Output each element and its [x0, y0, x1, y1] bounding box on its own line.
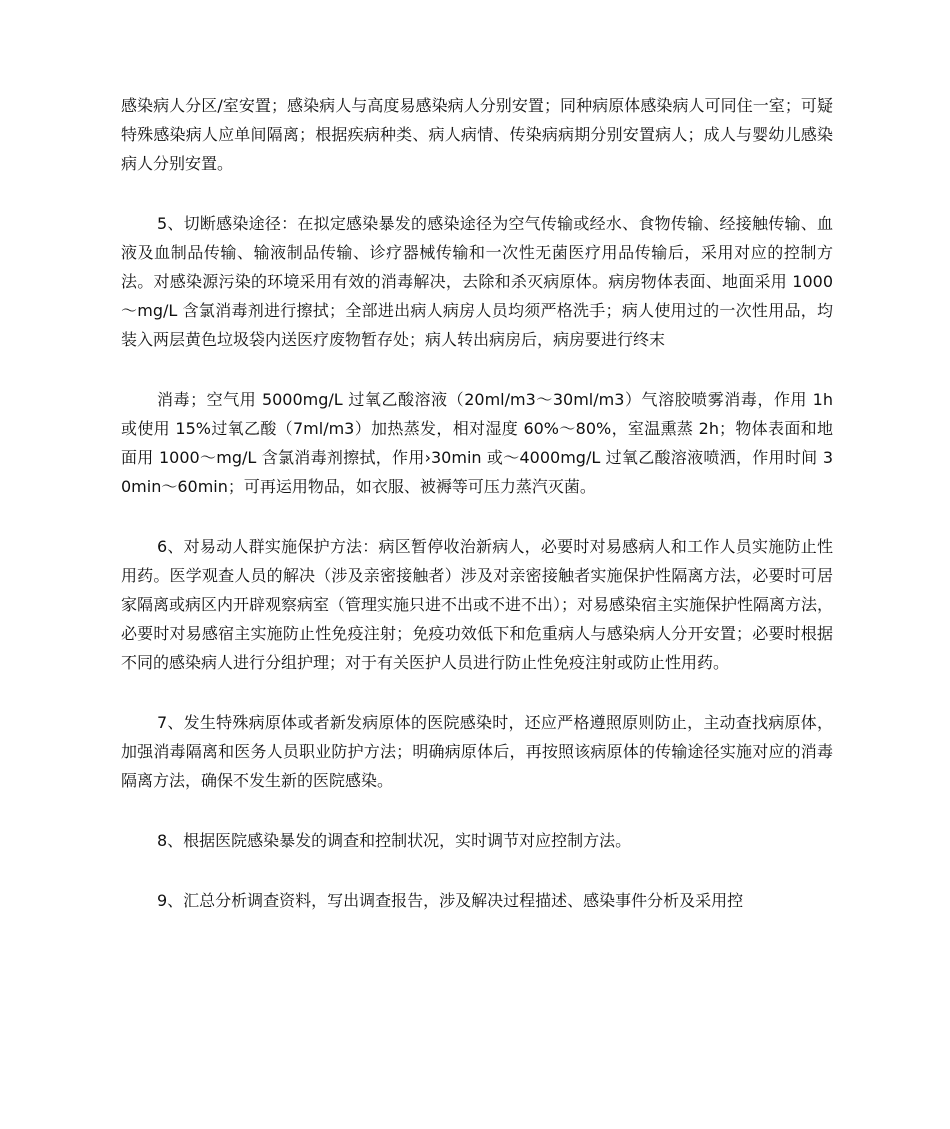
paragraph-item-7-special-pathogen: 7、发生特殊病原体或者新发病原体的医院感染时，还应严格遵照原则防止，主动查找病原体，加强消毒隔离和医务人员职业防护方法；明确病原体后，再按照该病原体的传输途径实施对应的消毒隔离方法，确保不发生新的医院感染。: [121, 713, 833, 790]
paragraph-item-5-cut-transmission: 5、切断感染途径：在拟定感染暴发的感染途径为空气传输或经水、食物传输、经接触传输、血液及血制品传输、输液制品传输、诊疗器械传输和一次性无菌医疗用品传输后，采用对应的控制方法。对感染源污染的环境采用有效的消毒解决，去除和杀灭病原体。病房物体表面、地面采用 1000～mg/L 含氯消毒剂进行擦拭；全部进出病人病房人员均须严格洗手；病人使用过的一次性用品，均装入两层黄色垃圾袋内送医疗废物暂存处；病人转出病房后，病房要进行终末: [121, 214, 833, 349]
paragraph-item-9-summary-report: 9、汇总分析调查资料，写出调查报告，涉及解决过程描述、感染事件分析及采用控: [157, 891, 744, 910]
paragraph-patient-placement: 感染病人分区/室安置；感染病人与高度易感染病人分别安置；同种病原体感染病人可同住一室；可疑特殊感染病人应单间隔离；根据疾病种类、病人病情、传染病病期分别安置病人；成人与婴幼儿感染病人分别安置。: [121, 96, 833, 173]
document-page: [121, 91, 833, 915]
paragraph-item-6-protect-susceptible: 6、对易动人群实施保护方法：病区暂停收治新病人，必要时对易感病人和工作人员实施防止性用药。医学观查人员的解决（涉及亲密接触者）涉及对亲密接触者实施保护性隔离方法，必要时可居家隔离或病区内开辟观察病室（管理实施只进不出或不进不出）；对易感染宿主实施保护性隔离方法，必要时对易感宿主实施防止性免疫注射；免疫功效低下和危重病人与感染病人分开安置；必要时根据不同的感染病人进行分组护理；对于有关医护人员进行防止性免疫注射或防止性用药。: [121, 537, 834, 672]
paragraph-item-8-adjust-measures: 8、根据医院感染暴发的调查和控制状况，实时调节对应控制方法。: [157, 831, 632, 850]
paragraph-disinfection-details: 消毒；空气用 5000mg/L 过氧乙酸溶液（20ml/m3～30ml/m3）气溶胶喷雾消毒，作用 1h 或使用 15%过氧乙酸（7ml/m3）加热蒸发，相对湿度 60%～80%，室温熏蒸 2h；物体表面和地面用 1000～mg/L 含氯消毒剂擦拭，作用›30min 或～4000mg/L 过氧乙酸溶液喷洒，作用时间 30min～60min；可再运用物品，如衣服、被褥等可压力蒸汽灭菌。: [121, 390, 833, 496]
